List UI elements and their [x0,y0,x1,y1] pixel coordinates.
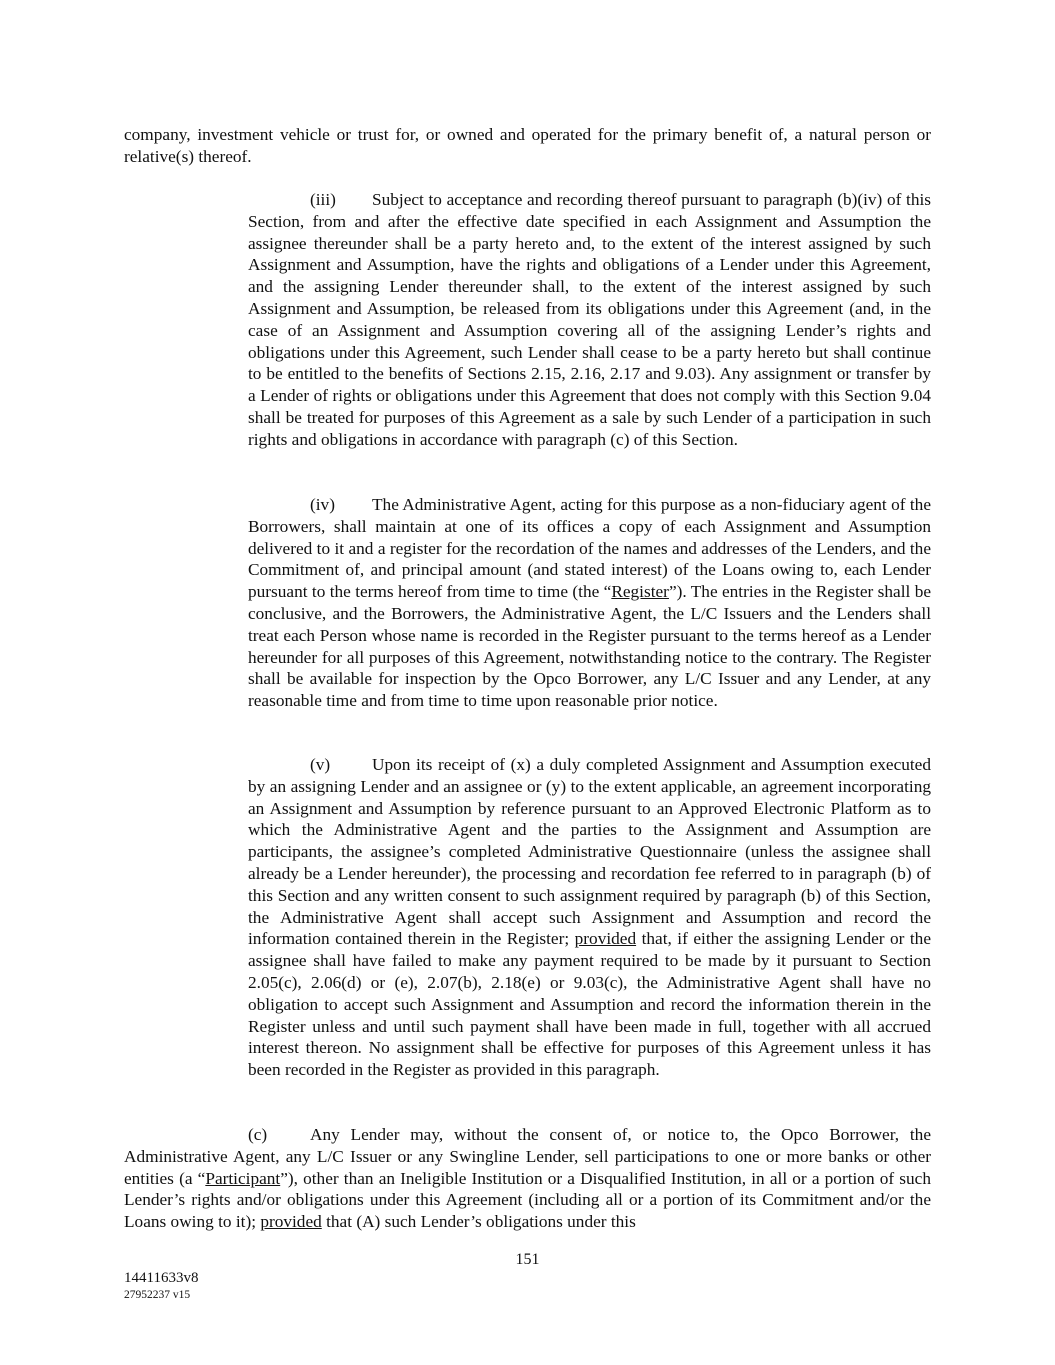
document-id-secondary: 27952237 v15 [124,1289,191,1301]
provided-proviso: provided [574,929,637,949]
intro-paragraph [124,124,931,168]
paragraph-c-text-middle: ”), other than an Ineligible Institution or a Disqualified Institution, in all or a portion of such Lender’s rights and/or obligations under this Agreement (including all or a portion of its Commitment and/or the Loans owing to it); [124,1168,931,1232]
paragraph-c-text-after: that (A) such Lender’s obligations under this [321,1212,636,1232]
participant-defined-term: Participant [205,1168,281,1188]
paragraph-c-number: (c) [248,1125,268,1144]
paragraph-iii [248,189,931,451]
paragraph-iv-number: (iv) [310,495,335,514]
paragraph-iv [248,494,931,712]
paragraph-iv-text-before: The Administrative Agent, acting for this purpose as a non-fiduciary agent of the Borrowers, shall maintain at one of its offices a copy of each Assignment and Assumption delivered to it and a register for the recordation of the names and addresses of the Lenders, and the Commitment of, and principal amount (and stated interest) of the Loans owing to, each Lender pursuant to the terms hereof from time to time (the “ [248,495,931,602]
paragraph-v-text-before: Upon its receipt of (x) a duly completed Assignment and Assumption executed by an assigning Lender and an assignee or (y) to the extent applicable, an agreement incorporating an Assignment and Assumption by reference pursuant to an Approved Electronic Platform as to which the Administrative Agent and the parties to the Assignment and Assumption are participants, the assignee’s completed Administrative Questionnaire (unless the assignee shall already be a Lender hereunder), the processing and recordation fee referred to in paragraph (b) of this Section and any written consent to such assignment required by paragraph (b) of this Section, the Administrative Agent shall accept such Assignment and Assumption and record the information contained therein in the Register; [248,755,931,949]
paragraph-c-text-before: Any Lender may, without the consent of, or notice to, the Opco Borrower, the Administrative Agent, any L/C Issuer or any Swingline Lender, sell participations to one or more banks or other entities (a “ [124,1125,931,1188]
paragraph-v [248,754,931,1081]
paragraph-c [124,1124,931,1233]
paragraph-v-text-after: that, if either the assigning Lender or the assignee shall have failed to make any payment required to be made by it pursuant to Section 2.05(c), 2.06(d) or (e), 2.07(b), 2.18(e) or 9.03(c), the Administrative Agent shall have no obligation to accept such Assignment and Assumption and record the information therein in the Register unless and until such payment shall have been made in full, together with all accrued interest thereon. No assignment shall be effective for purposes of this Agreement unless it has been recorded in the Register as provided in this paragraph. [248,929,931,1080]
paragraph-iv-text-after: ”). The entries in the Register shall be conclusive, and the Borrowers, the Administrative Agent, the L/C Issuers and the Lenders shall treat each Person whose name is recorded in the Register pursuant to the terms hereof as a Lender hereunder for all purposes of this Agreement, notwithstanding notice to the contrary. The Register shall be available for inspection by the Opco Borrower, any L/C Issuer and any Lender, at any reasonable time and from time to time upon reasonable prior notice. [248,582,932,711]
paragraph-v-number: (v) [310,755,331,774]
provided-proviso: provided [260,1212,322,1232]
intro-text: company, investment vehicle or trust for, or owned and operated for the primary benefit of, a natural person or relative(s) thereof. [124,125,931,166]
paragraph-iii-number: (iii) [310,190,336,209]
document-id-primary: 14411633v8 [124,1270,199,1286]
register-defined-term: Register [611,582,669,602]
paragraph-iii-text: Subject to acceptance and recording thereof pursuant to paragraph (b)(iv) of this Section, from and after the effective date specified in each Assignment and Assumption the assignee thereunder shall be a party hereto and, to the extent of the interest assigned by such Assignment and Assumption, have the rights and obligations of a Lender under this Agreement, and the assigning Lender thereunder shall, to the extent of the interest assigned by such Assignment and Assumption, be released from its obligations under this Agreement (and, in the case of an Assignment and Assumption covering all of the assigning Lender’s rights and obligations under this Agreement, such Lender shall cease to be a party hereto but shall continue to be entitled to the benefits of Sections 2.15, 2.16, 2.17 and 9.03). Any assignment or transfer by a Lender of rights or obligations under this Agreement that does not comply with this Section 9.04 shall be treated for purposes of this Agreement as a sale by such Lender of a participation in such rights and obligations in accordance with paragraph (c) of this Section. [248,190,931,449]
page-number: 151 [515,1251,540,1268]
